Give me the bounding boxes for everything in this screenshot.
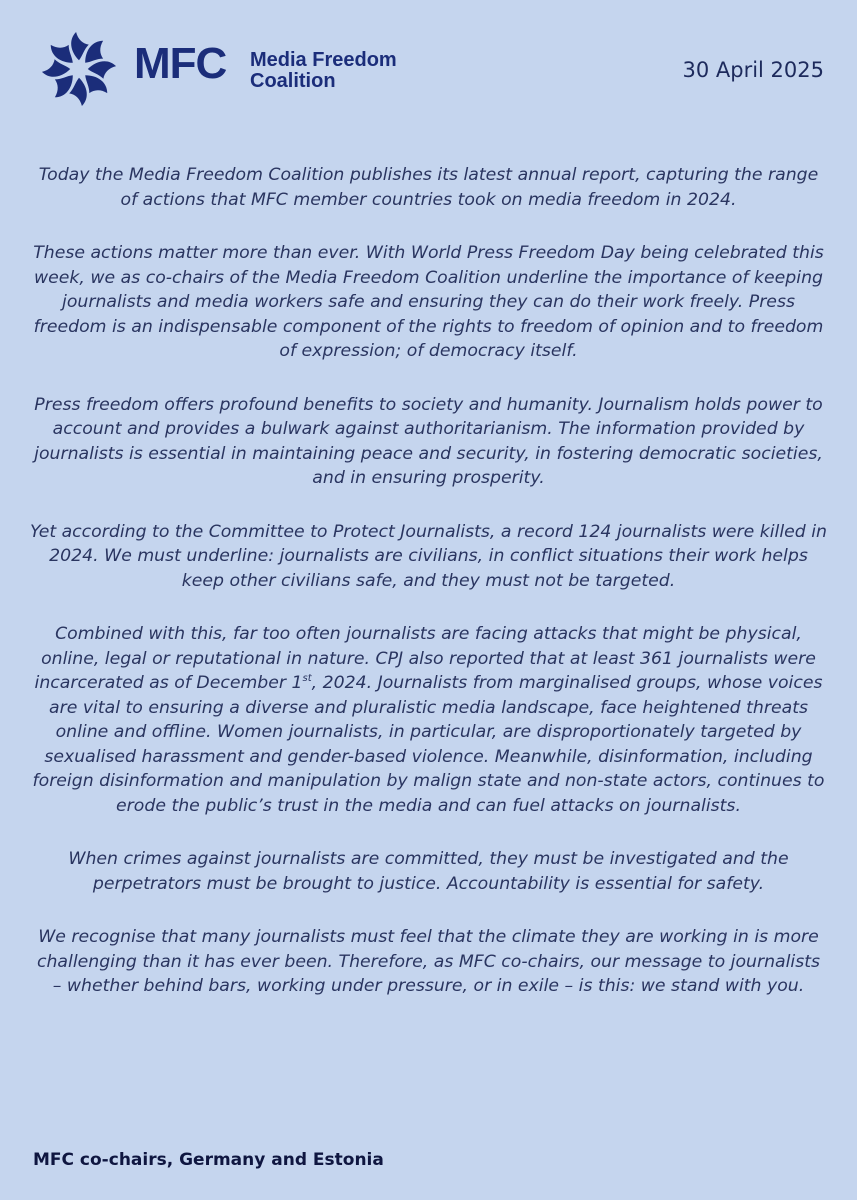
- paragraph-3: Press freedom offers profound benefits to society and humanity. Journalism holds power to account and provides a bulwark against authoritarianism. The information provided by journalists is essential in maintaining peace and security, in fostering democratic societies, and in ensuring prosperity.: [34, 394, 823, 488]
- paragraph-5-part2: , 2024. Journalists from marginalised groups, whose voices are vital to ensuring a diverse and pluralistic media landscape, face heightened threats online and offline. Women journalists, in particular, are disproportionately targeted by sexualised harassment and gender-based violence. Meanwhile, disinformation, including foreign disinformation and manipulation by malign state and non-state actors, continues to erode the public’s trust in the media and can fuel attacks on journalists.: [32, 673, 825, 816]
- paragraph-5-part1: Combined with this, far too often journalists are facing attacks that might be physical, online, legal or reputational in nature. CPJ also reported that at least 361 journalists were incarcerated as of December 1: [34, 624, 816, 693]
- paragraph-5: [30, 622, 827, 818]
- logo-name-line2: Coalition: [250, 70, 336, 92]
- logo-name-line1: Media Freedom: [250, 49, 397, 71]
- paragraph-2: These actions matter more than ever. With World Press Freedom Day being celebrated this week, we as co-chairs of the Media Freedom Coalition underline the importance of keeping journalists and media workers safe and ensuring they can do their work freely. Press freedom is an indispensable component of the rights to freedom of opinion and to freedom of expression; of democracy itself.: [33, 243, 824, 361]
- letterhead: [0, 0, 857, 130]
- logo-abbreviation: MFC: [134, 39, 227, 88]
- paragraph-7: We recognise that many journalists must feel that the climate they are working in is more challenging than it has ever been. Therefore, as MFC co-chairs, our message to journalists – whether behind bars, working under pressure, or in exile – is this: we stand with you.: [36, 927, 821, 996]
- mfc-logo-icon: [40, 30, 118, 108]
- ordinal-suffix: st: [302, 673, 312, 685]
- paragraph-6: When crimes against journalists are committed, they must be investigated and the perpetrators must be brought to justice. Accountability is essential for safety.: [68, 849, 789, 894]
- statement-body: [30, 163, 827, 1028]
- statement-date: 30 April 2025: [682, 58, 824, 82]
- signature: MFC co-chairs, Germany and Estonia: [33, 1150, 384, 1170]
- logo-name: [250, 50, 450, 92]
- paragraph-1: Today the Media Freedom Coalition publishes its latest annual report, capturing the range of actions that MFC member countries took on media freedom in 2024.: [38, 165, 819, 210]
- paragraph-4: Yet according to the Committee to Protect Journalists, a record 124 journalists were killed in 2024. We must underline: journalists are civilians, in conflict situations their work helps keep other civilians safe, and they must not be targeted.: [30, 521, 827, 591]
